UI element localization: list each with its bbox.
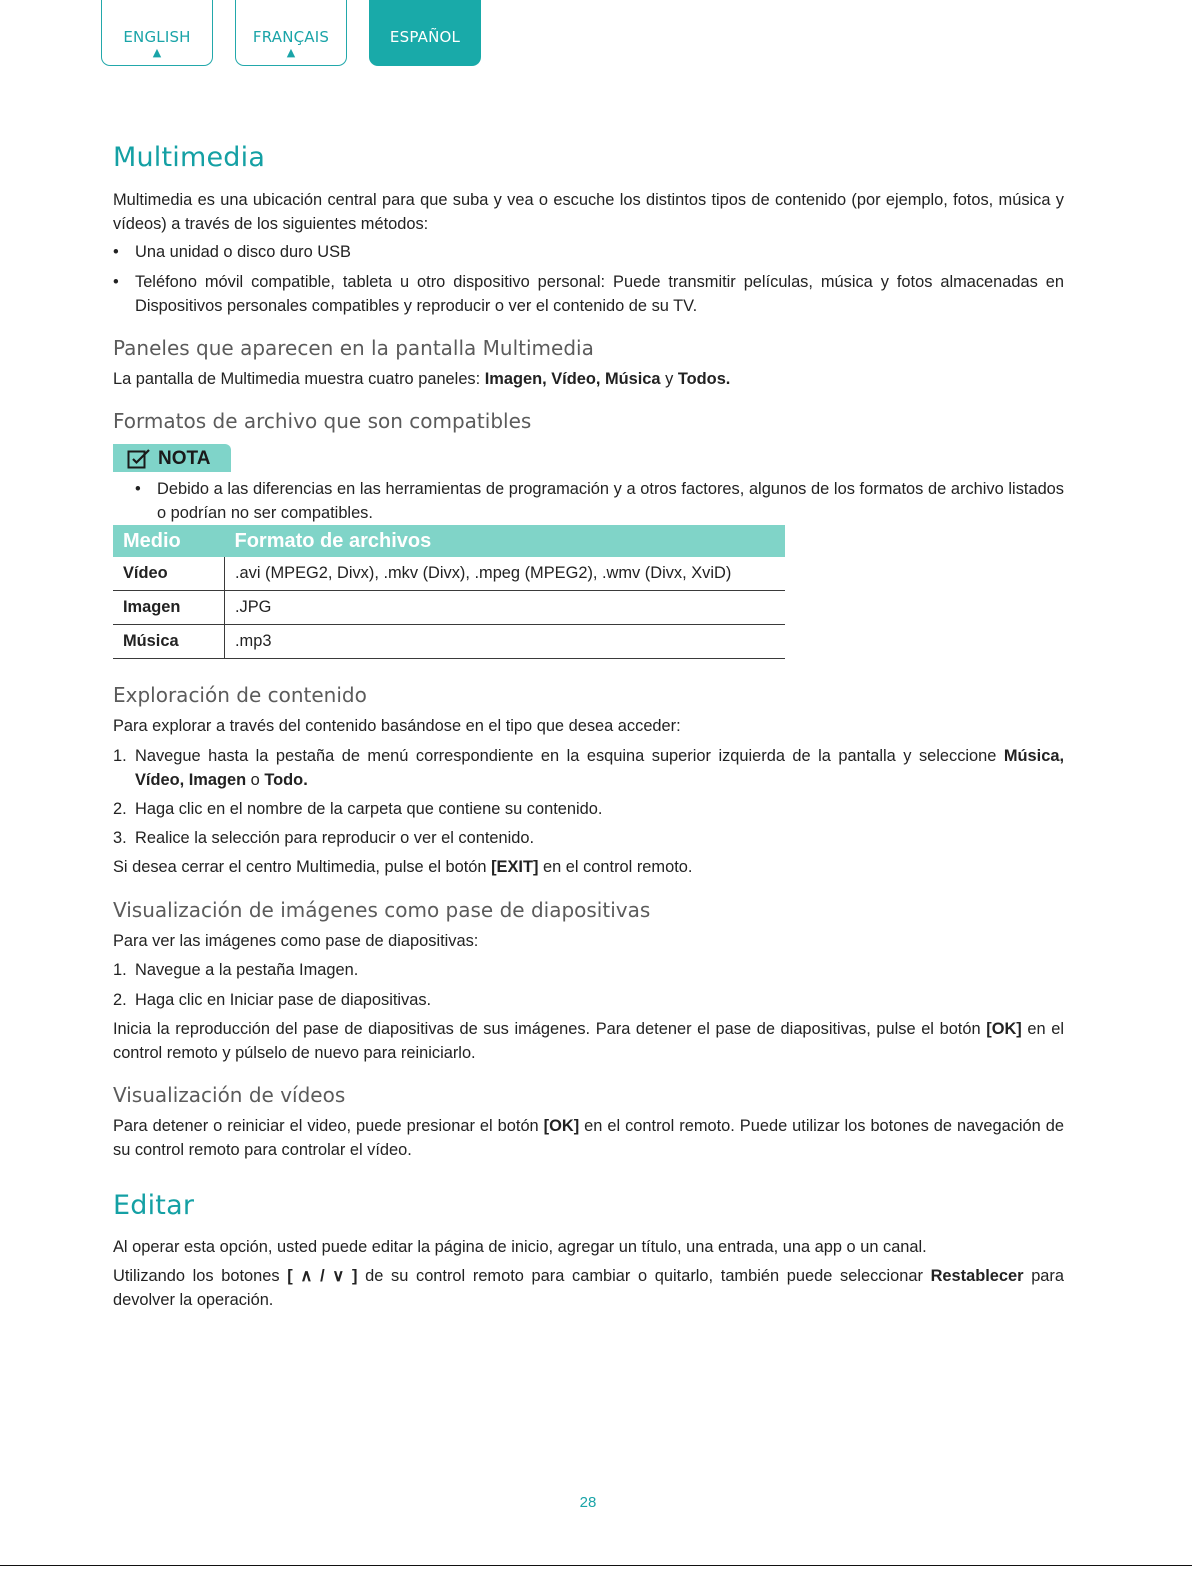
list-item-text: Teléfono móvil compatible, tableta u otro dispositivo personal: Puede transmitir películas, música y fotos almacenadas en Dispositivos personales compatibles y reproducir o ver el contenido de su TV. bbox=[135, 273, 1064, 315]
tab-english-label: ENGLISH bbox=[123, 28, 191, 46]
ok-button-name: [OK] bbox=[986, 1020, 1022, 1038]
exit-text-prefix: Si desea cerrar el centro Multimedia, pulse el botón bbox=[113, 858, 492, 876]
tab-espanol[interactable] bbox=[369, 0, 481, 66]
paneles-text-mid: y bbox=[660, 370, 678, 388]
page-number: 28 bbox=[579, 1494, 597, 1511]
diapositivas-text-suffix: en el control remoto y púlselo de nuevo para reiniciarlo. bbox=[113, 1020, 1064, 1062]
tab-espanol-label: ESPAÑOL bbox=[389, 28, 461, 46]
editar-text-1: Al operar esta opción, usted puede editar la página de inicio, agregar un título, una entrada, una app o un canal. bbox=[113, 1238, 927, 1256]
section-title-multimedia: Multimedia bbox=[113, 142, 266, 173]
step-text: Navegue hasta la pestaña de menú correspondiente en la esquina superior izquierda de la pantalla y seleccione bbox=[135, 747, 1004, 765]
diapositivas-text-prefix: Inicia la reproducción del pase de diapositivas de sus imágenes. Para detener el pase de diapositivas, pulse el botón bbox=[113, 1020, 987, 1038]
bullet-icon: • bbox=[113, 273, 119, 291]
nota-badge bbox=[113, 444, 231, 472]
list-item-text: Una unidad o disco duro USB bbox=[135, 243, 351, 261]
exploracion-exit-text bbox=[113, 855, 1064, 879]
table-cell-medio: Música bbox=[113, 625, 225, 659]
section-title-diapositivas: Visualización de imágenes como pase de diapositivas bbox=[113, 898, 651, 922]
videos-text-prefix: Para detener o reiniciar el video, puede presionar el botón bbox=[113, 1117, 544, 1135]
list-item bbox=[113, 958, 1064, 982]
list-number: 2. bbox=[113, 991, 127, 1009]
paneles-text bbox=[113, 367, 1064, 391]
list-item bbox=[113, 797, 1064, 821]
list-item-text: Navegue a la pestaña Imagen. bbox=[135, 961, 359, 979]
triangle-up-icon: ▲ bbox=[286, 46, 296, 59]
step-text-bold: Todo. bbox=[264, 771, 308, 789]
paneles-text-bold: Imagen, Vídeo, Música bbox=[484, 370, 661, 388]
diapositivas-intro: Para ver las imágenes como pase de diapositivas: bbox=[113, 932, 479, 950]
tab-francais[interactable] bbox=[235, 0, 347, 66]
list-item bbox=[113, 744, 1064, 792]
list-item-text: Realice la selección para reproducir o ver el contenido. bbox=[135, 829, 535, 847]
list-item-text bbox=[135, 744, 1064, 792]
table-cell-medio: Vídeo bbox=[113, 557, 225, 591]
videos-text-suffix: en el control remoto. Puede utilizar los botones de navegación de su control remoto para controlar el vídeo. bbox=[113, 1117, 1064, 1159]
bullet-icon: • bbox=[135, 480, 141, 498]
bullet-icon: • bbox=[113, 243, 119, 261]
nota-text bbox=[135, 477, 1064, 525]
list-number: 1. bbox=[113, 747, 127, 765]
table-row bbox=[113, 625, 785, 659]
table-row bbox=[113, 591, 785, 625]
list-item bbox=[113, 270, 1064, 318]
section-title-exploracion: Exploración de contenido bbox=[113, 683, 367, 707]
table-cell-formato: .mp3 bbox=[225, 625, 786, 659]
editar-text-mid: de su control remoto para cambiar o quitarlo, también puede seleccionar bbox=[357, 1267, 931, 1285]
paneles-text-prefix: La pantalla de Multimedia muestra cuatro paneles: bbox=[113, 370, 485, 388]
nota-text-body: Debido a las diferencias en las herramientas de programación y a otros factores, algunos de los formatos de archivo listados o podrían no ser compatibles. bbox=[157, 480, 1064, 522]
diapositivas-text bbox=[113, 1017, 1064, 1065]
nota-label: NOTA bbox=[158, 448, 211, 469]
section-title-editar: Editar bbox=[113, 1190, 195, 1221]
table-cell-formato: .avi (MPEG2, Divx), .mkv (Divx), .mpeg (MPEG2), .wmv (Divx, XviD) bbox=[225, 557, 786, 591]
section-title-formatos: Formatos de archivo que son compatibles bbox=[113, 409, 532, 433]
multimedia-intro: Multimedia es una ubicación central para que suba y vea o escuche los distintos tipos de contenido (por ejemplo, fotos, música y vídeos) a través de los siguientes métodos: bbox=[113, 191, 1064, 233]
list-item-text: Haga clic en Iniciar pase de diapositivas. bbox=[135, 991, 432, 1009]
editar-text-suffix: para devolver la operación. bbox=[113, 1267, 1064, 1309]
triangle-up-icon: ▲ bbox=[152, 46, 162, 59]
table-cell-medio: Imagen bbox=[113, 591, 225, 625]
section-title-videos: Visualización de vídeos bbox=[113, 1083, 346, 1107]
editar-text-prefix: Utilizando los botones bbox=[113, 1267, 288, 1285]
list-item bbox=[113, 240, 1064, 264]
exit-button-name: [EXIT] bbox=[491, 858, 539, 876]
step-text-bold: Música, Vídeo, Imagen bbox=[135, 747, 1064, 789]
table-row bbox=[113, 557, 785, 591]
table-header-row bbox=[113, 525, 785, 557]
section-title-paneles: Paneles que aparecen en la pantalla Multimedia bbox=[113, 336, 594, 360]
editar-text-2 bbox=[113, 1264, 1064, 1312]
restablecer-name: Restablecer bbox=[930, 1267, 1024, 1285]
exit-text-suffix: en el control remoto. bbox=[538, 858, 693, 876]
column-header: Medio bbox=[113, 525, 225, 557]
videos-text bbox=[113, 1114, 1064, 1162]
list-item bbox=[113, 988, 1064, 1012]
edit-note-icon bbox=[127, 448, 151, 469]
tab-francais-label: FRANÇAIS bbox=[252, 28, 330, 46]
column-header: Formato de archivos bbox=[225, 525, 786, 557]
table-cell-formato: .JPG bbox=[225, 591, 786, 625]
ok-button-name: [OK] bbox=[543, 1117, 580, 1135]
step-text-mid: o bbox=[246, 771, 265, 789]
list-number: 2. bbox=[113, 800, 127, 818]
list-number: 3. bbox=[113, 829, 127, 847]
arrow-buttons-name: [ ∧ / ∨ ] bbox=[287, 1267, 358, 1285]
paneles-text-bold: Todos. bbox=[677, 370, 731, 388]
formats-table bbox=[113, 525, 785, 659]
tab-english[interactable] bbox=[101, 0, 213, 66]
list-item bbox=[113, 826, 1064, 850]
bottom-divider bbox=[0, 1565, 1192, 1566]
exploracion-intro: Para explorar a través del contenido basándose en el tipo que desea acceder: bbox=[113, 717, 681, 735]
list-number: 1. bbox=[113, 961, 127, 979]
list-item-text: Haga clic en el nombre de la carpeta que contiene su contenido. bbox=[135, 800, 603, 818]
